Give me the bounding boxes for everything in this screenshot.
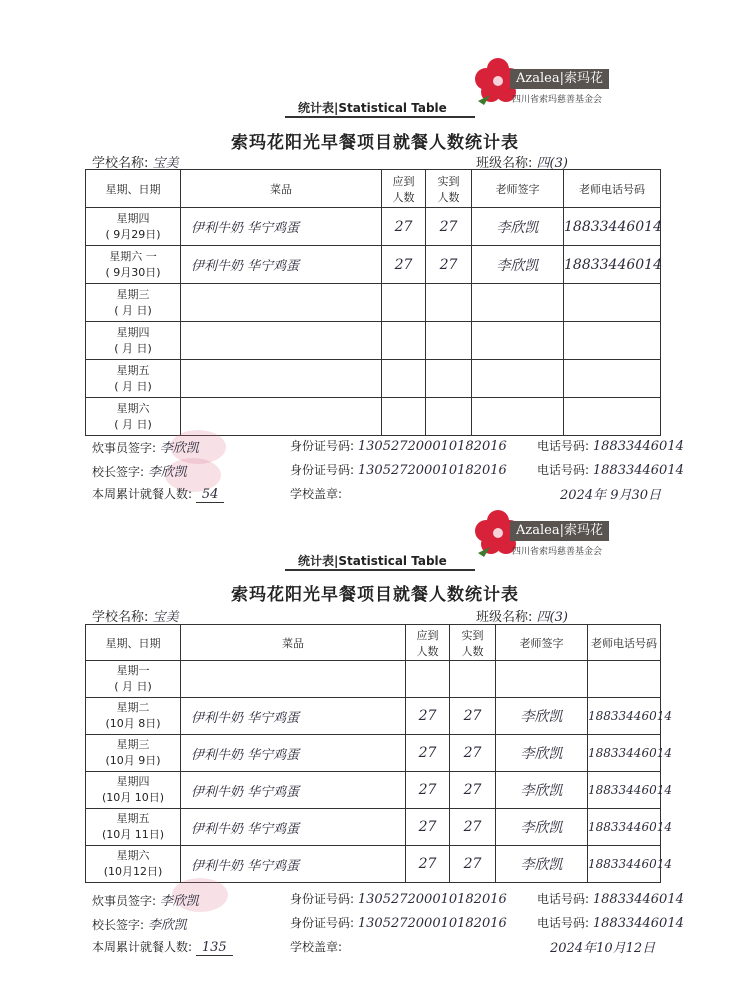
teacher-cell (472, 322, 564, 360)
table-row (86, 208, 661, 246)
table-header-row (86, 625, 661, 661)
phone-label: 电话号码: (537, 892, 590, 906)
statistical-table-label: 统计表|Statistical Table (298, 554, 447, 568)
expected-cell (406, 661, 450, 698)
teacher-cell: 李欣凯 (496, 846, 588, 883)
phone-cell (564, 322, 661, 360)
actual-cell: 27 (426, 208, 472, 246)
food-cell (181, 360, 382, 398)
page-title: 索玛花阳光早餐项目就餐人数统计表 (231, 585, 519, 605)
food-cell: 伊利牛奶 华宁鸡蛋 (181, 698, 406, 735)
principal-label: 校长签字: (92, 918, 145, 932)
cook-id-value: 130527200010182016 (357, 439, 507, 454)
logo-foundation: 四川省索玛慈善基金会 (512, 547, 603, 557)
total-label: 本周累计就餐人数: (92, 940, 193, 954)
table-header-row (86, 170, 661, 208)
logo-foundation: 四川省索玛慈善基金会 (512, 95, 603, 105)
actual-cell (450, 661, 496, 698)
stamp-label: 学校盖章: (290, 940, 343, 954)
weekly-total (92, 938, 233, 955)
expected-cell: 27 (382, 246, 426, 284)
cook-label: 炊事员签字: (92, 894, 157, 908)
principal-sign-value: 李欣凯 (147, 918, 187, 933)
table-row (86, 735, 661, 772)
total-value: 54 (196, 487, 225, 503)
total-label: 本周累计就餐人数: (92, 487, 193, 501)
phone-cell (588, 661, 661, 698)
cook-label: 炊事员签字: (92, 441, 157, 455)
cook-signature (92, 437, 199, 456)
phone-label: 电话号码: (537, 439, 590, 453)
col-header-actual: 实到 人数 (426, 170, 472, 208)
logo-brand: Azalea|索玛花 (510, 69, 609, 89)
food-cell (181, 398, 382, 436)
principal-id-value: 130527200010182016 (357, 463, 507, 478)
col-header-expected: 应到 人数 (406, 625, 450, 661)
actual-cell: 27 (450, 698, 496, 735)
teacher-cell (472, 398, 564, 436)
teacher-cell (472, 360, 564, 398)
cook-id-value: 130527200010182016 (357, 892, 507, 907)
date-value: 2024年10月12日 (550, 941, 656, 956)
teacher-cell: 李欣凯 (496, 735, 588, 772)
actual-cell (426, 284, 472, 322)
phone-cell: 18833446014 (564, 246, 661, 284)
class-value: 四(3) (536, 610, 568, 625)
class-label: 班级名称: (476, 610, 533, 625)
principal-phone-value: 18833446014 (592, 463, 684, 478)
id-label: 身份证号码: (290, 892, 355, 906)
teacher-cell (496, 661, 588, 698)
table-row (86, 360, 661, 398)
actual-cell (426, 398, 472, 436)
phone-cell (564, 284, 661, 322)
cook-id (290, 437, 507, 454)
school-name-field (92, 606, 179, 625)
day-cell: 星期五 (10月 11日) (86, 809, 181, 846)
phone-cell: 18833446014 (588, 735, 661, 772)
school-label: 学校名称: (92, 610, 149, 625)
phone-cell: 18833446014 (564, 208, 661, 246)
col-header-phone: 老师电话号码 (564, 170, 661, 208)
id-label: 身份证号码: (290, 463, 355, 477)
attendance-table (85, 624, 672, 883)
logo-brand: Azalea|索玛花 (510, 521, 609, 541)
foundation-logo (472, 55, 642, 110)
col-header-phone: 老师电话号码 (588, 625, 661, 661)
expected-cell (382, 284, 426, 322)
date-value: 2024年 9月30日 (560, 488, 662, 503)
expected-cell: 27 (382, 208, 426, 246)
day-cell: 星期一 ( 月 日) (86, 661, 181, 698)
expected-cell: 27 (406, 846, 450, 883)
expected-cell: 27 (406, 772, 450, 809)
cook-sign-value: 李欣凯 (159, 441, 199, 456)
cook-phone-value: 18833446014 (592, 892, 684, 907)
actual-cell: 27 (450, 772, 496, 809)
id-label: 身份证号码: (290, 916, 355, 930)
food-cell (181, 322, 382, 360)
col-header-expected: 应到 人数 (382, 170, 426, 208)
day-cell: 星期四 ( 月 日) (86, 322, 181, 360)
expected-cell: 27 (406, 698, 450, 735)
school-label: 学校名称: (92, 156, 149, 171)
class-value: 四(3) (536, 156, 568, 171)
teacher-cell: 李欣凯 (472, 208, 564, 246)
phone-cell: 18833446014 (588, 698, 661, 735)
phone-cell: 18833446014 (588, 846, 661, 883)
cook-phone (537, 890, 684, 907)
foundation-logo (472, 507, 642, 562)
food-cell (181, 284, 382, 322)
phone-label: 电话号码: (537, 463, 590, 477)
actual-cell: 27 (450, 846, 496, 883)
food-cell (181, 661, 406, 698)
expected-cell: 27 (406, 809, 450, 846)
col-header-teacher: 老师签字 (472, 170, 564, 208)
teacher-cell: 李欣凯 (496, 698, 588, 735)
expected-cell (382, 398, 426, 436)
table-row (86, 809, 661, 846)
principal-id (290, 914, 507, 931)
col-header-food: 菜品 (181, 625, 406, 661)
form-week-2 (0, 500, 750, 1000)
class-name-field (476, 606, 568, 625)
id-label: 身份证号码: (290, 439, 355, 453)
school-stamp (290, 938, 342, 955)
food-cell: 伊利牛奶 华宁鸡蛋 (181, 772, 406, 809)
col-header-actual: 实到 人数 (450, 625, 496, 661)
page-title: 索玛花阳光早餐项目就餐人数统计表 (231, 133, 519, 153)
principal-sign-value: 李欣凯 (147, 465, 187, 480)
principal-id (290, 461, 507, 478)
phone-cell: 18833446014 (588, 809, 661, 846)
form-date (550, 937, 655, 956)
principal-signature (92, 914, 187, 933)
expected-cell (382, 322, 426, 360)
day-cell: 星期六 (10月12日) (86, 846, 181, 883)
school-value: 宝美 (152, 156, 179, 171)
principal-phone (537, 914, 684, 931)
expected-cell: 27 (406, 735, 450, 772)
principal-signature (92, 461, 187, 480)
divider (285, 116, 475, 118)
divider (285, 569, 475, 571)
day-cell: 星期四 ( 9月29日) (86, 208, 181, 246)
food-cell: 伊利牛奶 华宁鸡蛋 (181, 735, 406, 772)
stamp-label: 学校盖章: (290, 487, 343, 501)
teacher-cell: 李欣凯 (496, 772, 588, 809)
cook-id (290, 890, 507, 907)
food-cell: 伊利牛奶 华宁鸡蛋 (181, 809, 406, 846)
principal-phone-value: 18833446014 (592, 916, 684, 931)
actual-cell: 27 (450, 735, 496, 772)
day-cell: 星期四 (10月 10日) (86, 772, 181, 809)
table-row (86, 284, 661, 322)
teacher-cell: 李欣凯 (472, 246, 564, 284)
day-cell: 星期六 一 ( 9月30日) (86, 246, 181, 284)
principal-phone (537, 461, 684, 478)
table-row (86, 698, 661, 735)
phone-cell (564, 398, 661, 436)
table-row (86, 846, 661, 883)
total-value: 135 (196, 940, 233, 956)
col-header-day: 星期、日期 (86, 625, 181, 661)
col-header-teacher: 老师签字 (496, 625, 588, 661)
table-row (86, 246, 661, 284)
cook-signature (92, 890, 199, 909)
school-value: 宝美 (152, 610, 179, 625)
actual-cell: 27 (426, 246, 472, 284)
cook-phone (537, 437, 684, 454)
phone-cell: 18833446014 (588, 772, 661, 809)
food-cell: 伊利牛奶 华宁鸡蛋 (181, 246, 382, 284)
food-cell: 伊利牛奶 华宁鸡蛋 (181, 208, 382, 246)
day-cell: 星期二 (10月 8日) (86, 698, 181, 735)
day-cell: 星期三 ( 月 日) (86, 284, 181, 322)
actual-cell (426, 322, 472, 360)
day-cell: 星期六 ( 月 日) (86, 398, 181, 436)
table-row (86, 661, 661, 698)
class-label: 班级名称: (476, 156, 533, 171)
principal-id-value: 130527200010182016 (357, 916, 507, 931)
expected-cell (382, 360, 426, 398)
phone-label: 电话号码: (537, 916, 590, 930)
food-cell: 伊利牛奶 华宁鸡蛋 (181, 846, 406, 883)
principal-label: 校长签字: (92, 465, 145, 479)
table-row (86, 772, 661, 809)
teacher-cell (472, 284, 564, 322)
cook-sign-value: 李欣凯 (159, 894, 199, 909)
col-header-day: 星期、日期 (86, 170, 181, 208)
teacher-cell: 李欣凯 (496, 809, 588, 846)
day-cell: 星期五 ( 月 日) (86, 360, 181, 398)
phone-cell (564, 360, 661, 398)
actual-cell (426, 360, 472, 398)
statistical-table-label: 统计表|Statistical Table (298, 101, 447, 115)
table-row (86, 322, 661, 360)
day-cell: 星期三 (10月 9日) (86, 735, 181, 772)
cook-phone-value: 18833446014 (592, 439, 684, 454)
actual-cell: 27 (450, 809, 496, 846)
attendance-table (85, 169, 661, 436)
col-header-food: 菜品 (181, 170, 382, 208)
table-row (86, 398, 661, 436)
